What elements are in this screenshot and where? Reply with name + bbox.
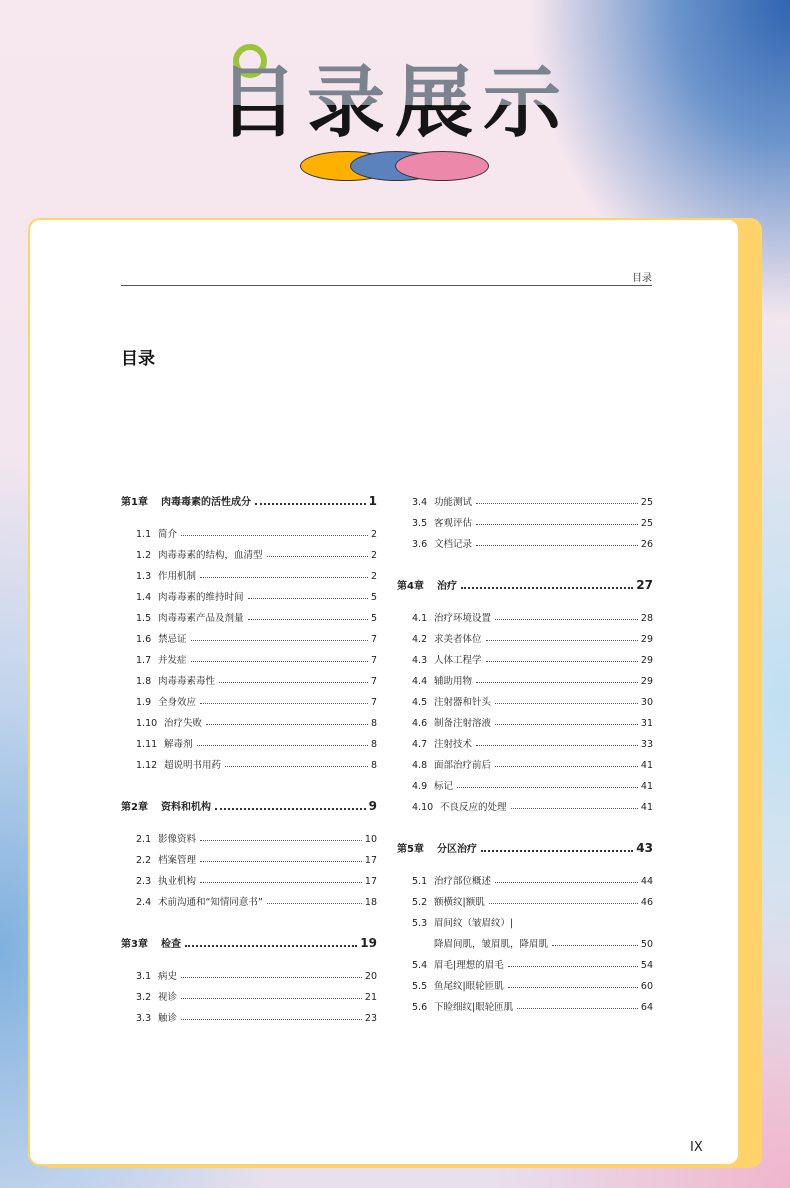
entry-page-number: 7 [370, 634, 377, 645]
entry-title: 触诊 [158, 1013, 178, 1024]
entry-number: 4.5 [412, 697, 428, 708]
toc-section-entry[interactable] [121, 608, 377, 624]
entry-number: 3.1 [136, 971, 152, 982]
dot-leader [495, 703, 638, 704]
entry-title: 肉毒毒素的结构，血清型 [158, 550, 263, 561]
entry-page-number: 25 [640, 518, 653, 529]
entry-number: 2.1 [136, 834, 152, 845]
dot-leader [476, 524, 638, 525]
entry-page-number: 18 [364, 897, 377, 908]
toc-section-entry[interactable] [121, 587, 377, 603]
dot-leader [181, 998, 362, 999]
entry-page-number: 19 [360, 936, 377, 950]
pink-ellipse-decoration [395, 151, 489, 181]
toc-section-entry[interactable] [121, 524, 377, 540]
entry-page-number: 29 [640, 634, 653, 645]
entry-number: 第4章 [397, 581, 424, 592]
toc-section-entry[interactable] [397, 608, 653, 624]
entry-title: 鱼尾纹|眼轮匝肌 [434, 981, 504, 992]
toc-section-entry[interactable] [397, 871, 653, 887]
entry-number: 第3章 [121, 939, 148, 950]
toc-section-entry[interactable] [397, 955, 653, 971]
toc-section-entry[interactable] [121, 892, 377, 908]
entry-title: 肉毒毒素毒性 [158, 676, 216, 687]
toc-chapter-entry[interactable] [121, 934, 377, 950]
entry-title: 注射技术 [434, 739, 473, 750]
entry-page-number: 43 [636, 841, 653, 855]
entry-page-number: 8 [370, 739, 377, 750]
entry-title: 肉毒毒素的维持时间 [158, 592, 244, 603]
entry-page-number: 1 [368, 494, 377, 508]
toc-section-entry[interactable] [121, 650, 377, 666]
dot-leader [517, 1008, 638, 1009]
entry-title: 眉间纹（皱眉纹）| [434, 918, 514, 929]
entry-title: 治疗 [437, 581, 457, 592]
entry-page-number: 28 [640, 613, 653, 624]
dot-leader [486, 640, 638, 641]
entry-number: 1.5 [136, 613, 152, 624]
header-rule [121, 285, 652, 286]
entry-number: 4.7 [412, 739, 428, 750]
dot-leader [191, 640, 368, 641]
dot-leader [267, 556, 368, 557]
entry-number: 4.4 [412, 676, 428, 687]
toc-section-entry[interactable] [397, 671, 653, 687]
entry-title: 眉毛|理想的眉毛 [434, 960, 504, 971]
dot-leader [476, 745, 638, 746]
entry-number: 1.6 [136, 634, 152, 645]
toc-section-entry[interactable] [121, 1008, 377, 1024]
dot-leader [200, 577, 368, 578]
dot-leader [248, 598, 368, 599]
entry-number: 1.3 [136, 571, 152, 582]
entry-number: 1.9 [136, 697, 152, 708]
entry-title: 视诊 [158, 992, 178, 1003]
page-number: IX [690, 1140, 703, 1155]
entry-page-number: 23 [364, 1013, 377, 1024]
toc-section-entry[interactable] [397, 797, 653, 813]
toc-section-entry[interactable] [397, 913, 653, 929]
entry-number: 1.8 [136, 676, 152, 687]
entry-title: 标记 [434, 781, 454, 792]
entry-page-number: 31 [640, 718, 653, 729]
toc-section-entry[interactable] [121, 545, 377, 561]
toc-section-entry[interactable] [397, 976, 653, 992]
entry-page-number: 64 [640, 1002, 653, 1013]
entry-title: 人体工程学 [434, 655, 482, 666]
entry-title: 分区治疗 [437, 844, 477, 855]
entry-page-number: 46 [640, 897, 653, 908]
toc-section-entry[interactable] [121, 871, 377, 887]
dot-leader [508, 987, 638, 988]
entry-page-number: 7 [370, 655, 377, 666]
entry-title: 下睑细纹|眼轮匝肌 [434, 1002, 514, 1013]
entry-title: 降眉间肌，皱眉肌，降眉肌 [434, 939, 549, 950]
toc-section-entry[interactable] [397, 492, 653, 508]
entry-title: 额横纹|额肌 [434, 897, 485, 908]
entry-title: 辅助用物 [434, 676, 473, 687]
dot-leader [481, 850, 633, 852]
entry-page-number: 29 [640, 655, 653, 666]
entry-number: 2.3 [136, 876, 152, 887]
entry-page-number: 17 [364, 876, 377, 887]
entry-page-number: 2 [370, 529, 377, 540]
entry-title: 执业机构 [158, 876, 197, 887]
toc-section-entry[interactable] [397, 997, 653, 1013]
entry-page-number: 60 [640, 981, 653, 992]
toc-chapter-entry[interactable] [121, 797, 377, 813]
dot-leader [476, 545, 638, 546]
entry-page-number: 9 [368, 799, 377, 813]
dot-leader [191, 661, 368, 662]
toc-section-entry[interactable] [121, 629, 377, 645]
toc-section-entry[interactable] [121, 671, 377, 687]
toc-column-right [397, 492, 653, 1013]
entry-page-number: 44 [640, 876, 653, 887]
entry-title: 禁忌证 [158, 634, 187, 645]
entry-title: 检查 [161, 939, 181, 950]
entry-number: 4.10 [412, 802, 434, 813]
toc-section-entry[interactable] [121, 713, 377, 729]
toc-section-entry[interactable] [397, 713, 653, 729]
entry-title: 客观评估 [434, 518, 473, 529]
dot-leader [495, 619, 638, 620]
entry-number: 1.1 [136, 529, 152, 540]
entry-number: 1.11 [136, 739, 158, 750]
entry-number: 3.6 [412, 539, 428, 550]
entry-number: 4.2 [412, 634, 428, 645]
toc-column-left [121, 492, 377, 1024]
toc-section-entry[interactable] [397, 892, 653, 908]
dot-leader [267, 903, 362, 904]
dot-leader [552, 945, 638, 946]
dot-leader [197, 745, 368, 746]
banner-title: 目录展示 [0, 40, 790, 152]
dot-leader [495, 882, 638, 883]
dot-leader [248, 619, 368, 620]
toc-chapter-entry[interactable] [397, 839, 653, 855]
entry-page-number: 8 [370, 718, 377, 729]
entry-title: 并发症 [158, 655, 187, 666]
entry-page-number: 10 [364, 834, 377, 845]
toc-section-entry[interactable] [121, 566, 377, 582]
entry-title: 超说明书用药 [164, 760, 222, 771]
entry-number: 第1章 [121, 497, 148, 508]
entry-title: 病史 [158, 971, 178, 982]
entry-number: 4.1 [412, 613, 428, 624]
toc-section-entry[interactable] [121, 734, 377, 750]
entry-number: 4.9 [412, 781, 428, 792]
dot-leader [495, 724, 638, 725]
toc-section-entry[interactable] [121, 692, 377, 708]
entry-title: 文档记录 [434, 539, 473, 550]
entry-number: 3.5 [412, 518, 428, 529]
entry-number: 4.6 [412, 718, 428, 729]
dot-leader [181, 1019, 362, 1020]
toc-section-entry[interactable] [121, 987, 377, 1003]
toc-section-entry[interactable] [397, 629, 653, 645]
entry-title: 作用机制 [158, 571, 197, 582]
entry-page-number: 7 [370, 676, 377, 687]
entry-page-number: 30 [640, 697, 653, 708]
dot-leader [200, 882, 362, 883]
dot-leader [200, 703, 368, 704]
entry-number: 第2章 [121, 802, 148, 813]
entry-page-number: 41 [640, 760, 653, 771]
entry-page-number: 25 [640, 497, 653, 508]
entry-number: 第5章 [397, 844, 424, 855]
toc-section-entry[interactable] [397, 934, 653, 950]
entry-page-number: 26 [640, 539, 653, 550]
toc-title: 目录 [121, 349, 155, 369]
toc-section-entry[interactable] [397, 755, 653, 771]
dot-leader [181, 977, 362, 978]
entry-page-number: 27 [636, 578, 653, 592]
dot-leader [457, 787, 638, 788]
toc-section-entry[interactable] [397, 650, 653, 666]
entry-title: 影像资料 [158, 834, 197, 845]
entry-title: 求美者体位 [434, 634, 482, 645]
entry-number: 5.5 [412, 981, 428, 992]
entry-number: 5.4 [412, 960, 428, 971]
entry-page-number: 29 [640, 676, 653, 687]
entry-number: 4.3 [412, 655, 428, 666]
entry-page-number: 20 [364, 971, 377, 982]
entry-number: 2.4 [136, 897, 152, 908]
entry-number: 4.8 [412, 760, 428, 771]
entry-number: 3.4 [412, 497, 428, 508]
entry-page-number: 33 [640, 739, 653, 750]
entry-title: 全身效应 [158, 697, 197, 708]
toc-section-entry[interactable] [397, 534, 653, 550]
toc-chapter-entry[interactable] [397, 576, 653, 592]
entry-page-number: 41 [640, 781, 653, 792]
entry-number: 1.12 [136, 760, 158, 771]
toc-section-entry[interactable] [121, 829, 377, 845]
entry-number: 1.10 [136, 718, 158, 729]
entry-number: 5.3 [412, 918, 428, 929]
dot-leader [225, 766, 368, 767]
entry-title: 不良反应的处理 [440, 802, 507, 813]
dot-leader [185, 945, 357, 947]
toc-section-entry[interactable] [121, 966, 377, 982]
entry-page-number: 5 [370, 613, 377, 624]
toc-section-entry[interactable] [121, 755, 377, 771]
entry-page-number: 5 [370, 592, 377, 603]
entry-page-number: 8 [370, 760, 377, 771]
entry-title: 档案管理 [158, 855, 197, 866]
entry-title: 治疗失败 [164, 718, 203, 729]
dot-leader [219, 682, 368, 683]
entry-page-number: 7 [370, 697, 377, 708]
entry-number: 1.2 [136, 550, 152, 561]
entry-title: 肉毒毒素的活性成分 [161, 497, 251, 508]
running-head: 目录 [632, 273, 652, 284]
entry-page-number: 50 [640, 939, 653, 950]
entry-title: 术前沟通和“知情同意书” [158, 897, 263, 908]
toc-section-entry[interactable] [397, 513, 653, 529]
dot-leader [215, 808, 366, 810]
entry-title: 功能测试 [434, 497, 473, 508]
entry-title: 肉毒毒素产品及剂量 [158, 613, 244, 624]
dot-leader [476, 503, 638, 504]
entry-number: 3.3 [136, 1013, 152, 1024]
toc-chapter-entry[interactable] [121, 492, 377, 508]
entry-page-number: 41 [640, 802, 653, 813]
entry-page-number: 2 [370, 550, 377, 561]
entry-title: 制备注射溶液 [434, 718, 492, 729]
dot-leader [508, 966, 638, 967]
dot-leader [461, 587, 633, 589]
dot-leader [200, 840, 362, 841]
entry-title: 治疗部位概述 [434, 876, 492, 887]
entry-page-number: 54 [640, 960, 653, 971]
dot-leader [181, 535, 368, 536]
entry-title: 解毒剂 [164, 739, 193, 750]
entry-number: 5.1 [412, 876, 428, 887]
entry-page-number: 21 [364, 992, 377, 1003]
entry-number: 1.7 [136, 655, 152, 666]
toc-section-entry[interactable] [397, 776, 653, 792]
entry-number: 3.2 [136, 992, 152, 1003]
entry-number: 5.2 [412, 897, 428, 908]
dot-leader [495, 766, 638, 767]
dot-leader [511, 808, 638, 809]
toc-section-entry[interactable] [121, 850, 377, 866]
dot-leader [486, 661, 638, 662]
entry-title: 简介 [158, 529, 178, 540]
entry-number: 5.6 [412, 1002, 428, 1013]
toc-section-entry[interactable] [397, 734, 653, 750]
entry-number: 2.2 [136, 855, 152, 866]
entry-page-number: 17 [364, 855, 377, 866]
dot-leader [206, 724, 368, 725]
entry-title: 面部治疗前后 [434, 760, 492, 771]
entry-number: 1.4 [136, 592, 152, 603]
dot-leader [200, 861, 362, 862]
toc-section-entry[interactable] [397, 692, 653, 708]
entry-title: 注射器和针头 [434, 697, 492, 708]
entry-title: 治疗环境设置 [434, 613, 492, 624]
entry-page-number: 2 [370, 571, 377, 582]
dot-leader [255, 503, 366, 505]
dot-leader [476, 682, 638, 683]
dot-leader [489, 903, 638, 904]
entry-title: 资料和机构 [161, 802, 211, 813]
